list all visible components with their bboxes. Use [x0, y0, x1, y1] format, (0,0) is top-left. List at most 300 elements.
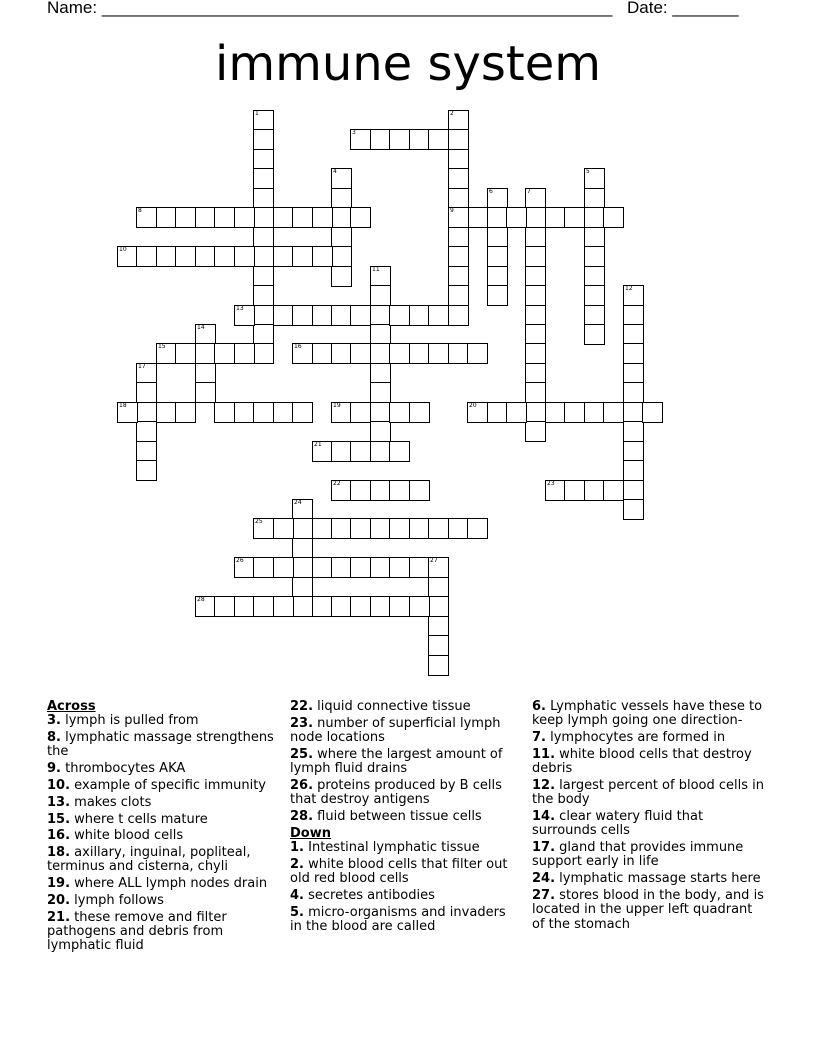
- clue-text: proteins produced by B cells that destroy antigens: [290, 777, 502, 808]
- grid-cell[interactable]: [448, 285, 469, 306]
- clue: [290, 841, 510, 855]
- clue-text: lymphatic massage strengthens the: [47, 730, 274, 760]
- grid-cell[interactable]: [409, 129, 430, 150]
- grid-cell[interactable]: [370, 363, 391, 384]
- clue-text: these remove and filter pathogens and debris from lymphatic fluid: [47, 909, 227, 954]
- clue-text: where t cells mature: [74, 811, 208, 827]
- page-title: immune system: [214, 36, 601, 92]
- grid-cell[interactable]: [448, 149, 469, 170]
- grid-cell[interactable]: [253, 129, 274, 150]
- grid-cell[interactable]: [428, 129, 449, 150]
- grid-cell[interactable]: [331, 305, 352, 326]
- grid-cell[interactable]: [623, 499, 644, 520]
- date-label: Date: _______: [627, 0, 739, 17]
- grid-cell[interactable]: [564, 207, 585, 228]
- clue-number: 19: [333, 402, 341, 409]
- grid-cell[interactable]: [487, 246, 508, 267]
- grid-cell[interactable]: [525, 188, 546, 209]
- grid-cell[interactable]: [467, 343, 488, 364]
- grid-cell[interactable]: [175, 207, 196, 228]
- grid-cell[interactable]: [331, 207, 352, 228]
- grid-cell[interactable]: [370, 421, 391, 442]
- grid-cell[interactable]: [603, 402, 624, 423]
- grid-cell[interactable]: [195, 363, 216, 384]
- grid-cell[interactable]: [136, 421, 157, 442]
- grid-cell[interactable]: [214, 343, 235, 364]
- grid-cell[interactable]: [370, 480, 391, 501]
- grid-cell[interactable]: [428, 305, 449, 326]
- grid-cell[interactable]: [525, 207, 546, 228]
- grid-cell[interactable]: [350, 343, 371, 364]
- grid-cell[interactable]: [214, 596, 235, 617]
- grid-cell[interactable]: [195, 382, 216, 403]
- grid-cell[interactable]: [350, 129, 371, 150]
- grid-cell[interactable]: [156, 402, 177, 423]
- clue-text: clear watery fluid that surrounds cells: [532, 809, 704, 839]
- clue-text: number of superficial lymph node locations: [290, 715, 501, 746]
- grid-cell[interactable]: [136, 460, 157, 481]
- clue-text: Intestinal lymphatic tissue: [308, 840, 480, 856]
- across-heading: Across: [47, 699, 96, 714]
- clue-text: where ALL lymph nodes drain: [74, 876, 268, 892]
- date-line[interactable]: _______: [672, 0, 739, 17]
- grid-cell[interactable]: [273, 596, 294, 617]
- grid-cell[interactable]: [156, 246, 177, 267]
- clue-number: 6: [489, 188, 493, 195]
- grid-cell[interactable]: [253, 168, 274, 189]
- grid-cell[interactable]: [214, 207, 235, 228]
- grid-cell[interactable]: [584, 402, 605, 423]
- clue-number: 7: [527, 188, 531, 195]
- grid-cell[interactable]: [389, 305, 410, 326]
- grid-cell[interactable]: [409, 557, 430, 578]
- grid-cell[interactable]: [389, 480, 410, 501]
- clue-number: 14: [197, 324, 205, 331]
- grid-cell[interactable]: [253, 246, 274, 267]
- grid-cell[interactable]: [273, 402, 294, 423]
- clue-number-label: 13.: [47, 794, 71, 810]
- clue-number: 12: [625, 285, 633, 292]
- grid-cell[interactable]: [253, 149, 274, 170]
- grid-cell[interactable]: [136, 363, 157, 384]
- grid-cell[interactable]: [350, 596, 371, 617]
- grid-cell[interactable]: [623, 324, 644, 345]
- grid-cell[interactable]: [525, 343, 546, 364]
- grid-cell[interactable]: [467, 518, 488, 539]
- grid-cell[interactable]: [448, 227, 469, 248]
- grid-cell[interactable]: [448, 343, 469, 364]
- grid-cell[interactable]: [428, 655, 449, 676]
- clue: [47, 894, 275, 908]
- grid-cell[interactable]: [253, 305, 274, 326]
- grid-cell[interactable]: [273, 557, 294, 578]
- clue-number-label: 5.: [290, 904, 304, 920]
- grid-cell[interactable]: [156, 207, 177, 228]
- clue-number: 25: [255, 518, 263, 525]
- grid-cell[interactable]: [136, 402, 157, 423]
- grid-cell[interactable]: [370, 129, 391, 150]
- grid-cell[interactable]: [448, 266, 469, 287]
- clue: [532, 731, 764, 745]
- clue-number-label: 28.: [290, 809, 314, 825]
- clue: [532, 700, 764, 729]
- grid-cell[interactable]: [331, 188, 352, 209]
- grid-cell[interactable]: [253, 207, 274, 228]
- grid-cell[interactable]: [623, 363, 644, 384]
- grid-cell[interactable]: [331, 266, 352, 287]
- grid-cell[interactable]: [292, 246, 313, 267]
- grid-cell[interactable]: [253, 324, 274, 345]
- clue-number-label: 21.: [47, 909, 71, 925]
- grid-cell[interactable]: [448, 188, 469, 209]
- clue-number-label: 9.: [47, 761, 61, 777]
- grid-cell[interactable]: [136, 207, 157, 228]
- clue: [47, 911, 275, 954]
- grid-cell[interactable]: [292, 305, 313, 326]
- clue-number: 11: [372, 266, 380, 273]
- grid-cell[interactable]: [564, 402, 585, 423]
- grid-cell[interactable]: [175, 402, 196, 423]
- clue: [290, 700, 510, 714]
- clue: [47, 731, 275, 760]
- clue-number-label: 25.: [290, 746, 314, 762]
- grid-cell[interactable]: [195, 596, 216, 617]
- clue: [290, 858, 510, 887]
- grid-cell[interactable]: [389, 402, 410, 423]
- grid-cell[interactable]: [370, 596, 391, 617]
- grid-cell[interactable]: [623, 441, 644, 462]
- grid-cell[interactable]: [428, 557, 449, 578]
- grid-cell[interactable]: [292, 538, 313, 559]
- grid-cell[interactable]: [428, 343, 449, 364]
- grid-cell[interactable]: [331, 246, 352, 267]
- clue-number: 18: [119, 402, 127, 409]
- clue-text: gland that provides immune support early in life: [532, 840, 744, 870]
- clue: [532, 779, 764, 808]
- grid-cell[interactable]: [545, 480, 566, 501]
- grid-cell[interactable]: [331, 518, 352, 539]
- clue-text: where the largest amount of lymph fluid drains: [290, 746, 503, 777]
- clue-number-label: 10.: [47, 777, 71, 793]
- grid-cell[interactable]: [487, 227, 508, 248]
- grid-cell[interactable]: [389, 441, 410, 462]
- grid-cell[interactable]: [273, 518, 294, 539]
- grid-cell[interactable]: [312, 596, 333, 617]
- clue: [47, 779, 275, 793]
- grid-cell[interactable]: [584, 188, 605, 209]
- grid-cell[interactable]: [253, 188, 274, 209]
- grid-cell[interactable]: [409, 596, 430, 617]
- clue-number: 16: [294, 343, 302, 350]
- grid-cell[interactable]: [409, 480, 430, 501]
- grid-cell[interactable]: [487, 266, 508, 287]
- clue-number-label: 23.: [290, 715, 314, 731]
- grid-cell[interactable]: [525, 305, 546, 326]
- name-line[interactable]: ______________________________________________________: [101, 0, 613, 17]
- grid-cell[interactable]: [331, 227, 352, 248]
- clue-number: 21: [314, 441, 322, 448]
- grid-cell[interactable]: [370, 266, 391, 287]
- grid-cell[interactable]: [448, 129, 469, 150]
- grid-cell[interactable]: [195, 324, 216, 345]
- grid-cell[interactable]: [389, 129, 410, 150]
- grid-cell[interactable]: [214, 402, 235, 423]
- clue-number-label: 6.: [532, 699, 546, 714]
- clue-text: lymphocytes are formed in: [550, 730, 726, 746]
- grid-cell[interactable]: [331, 343, 352, 364]
- grid-cell[interactable]: [603, 207, 624, 228]
- grid-cell[interactable]: [350, 480, 371, 501]
- grid-cell[interactable]: [487, 402, 508, 423]
- grid-cell[interactable]: [292, 207, 313, 228]
- grid-cell[interactable]: [584, 305, 605, 326]
- grid-cell[interactable]: [409, 305, 430, 326]
- grid-cell[interactable]: [448, 110, 469, 131]
- grid-cell[interactable]: [389, 518, 410, 539]
- clue-number: 22: [333, 480, 341, 487]
- grid-cell[interactable]: [156, 343, 177, 364]
- grid-cell[interactable]: [175, 246, 196, 267]
- grid-cell[interactable]: [273, 207, 294, 228]
- grid-cell[interactable]: [525, 402, 546, 423]
- clue-number-label: 4.: [290, 888, 304, 904]
- grid-cell[interactable]: [467, 402, 488, 423]
- grid-cell[interactable]: [525, 421, 546, 442]
- clue-number: 9: [450, 207, 454, 214]
- clue-number-label: 16.: [47, 828, 71, 844]
- clue: [47, 813, 275, 827]
- grid-cell[interactable]: [253, 557, 274, 578]
- clue-number-label: 8.: [47, 730, 61, 746]
- grid-cell[interactable]: [623, 382, 644, 403]
- grid-cell[interactable]: [564, 480, 585, 501]
- grid-cell[interactable]: [117, 246, 138, 267]
- grid-cell[interactable]: [312, 207, 333, 228]
- clue-number: 2: [450, 110, 454, 117]
- grid-cell[interactable]: [234, 207, 255, 228]
- grid-cell[interactable]: [331, 596, 352, 617]
- grid-cell[interactable]: [370, 285, 391, 306]
- grid-cell[interactable]: [545, 207, 566, 228]
- grid-cell[interactable]: [487, 188, 508, 209]
- grid-cell[interactable]: [428, 616, 449, 637]
- grid-cell[interactable]: [195, 207, 216, 228]
- clue-number: 26: [236, 557, 244, 564]
- grid-cell[interactable]: [487, 285, 508, 306]
- grid-cell[interactable]: [409, 402, 430, 423]
- clue-number: 1: [255, 110, 259, 117]
- clue: [47, 714, 275, 728]
- grid-cell[interactable]: [525, 266, 546, 287]
- grid-cell[interactable]: [350, 402, 371, 423]
- grid-cell[interactable]: [448, 168, 469, 189]
- grid-cell[interactable]: [623, 343, 644, 364]
- grid-cell[interactable]: [603, 480, 624, 501]
- grid-cell[interactable]: [350, 305, 371, 326]
- grid-cell[interactable]: [331, 168, 352, 189]
- clue-text: white blood cells that destroy debris: [532, 746, 752, 777]
- grid-cell[interactable]: [370, 402, 391, 423]
- clue: [290, 889, 510, 903]
- grid-cell[interactable]: [370, 324, 391, 345]
- grid-cell[interactable]: [312, 305, 333, 326]
- grid-cell[interactable]: [136, 246, 157, 267]
- grid-cell[interactable]: [350, 518, 371, 539]
- clue-text: white blood cells that filter out old red blood cells: [290, 856, 508, 887]
- grid-cell[interactable]: [253, 596, 274, 617]
- grid-cell[interactable]: [584, 207, 605, 228]
- grid-cell[interactable]: [195, 343, 216, 364]
- grid-cell[interactable]: [370, 305, 391, 326]
- grid-cell[interactable]: [350, 557, 371, 578]
- grid-cell[interactable]: [623, 480, 644, 501]
- grid-cell[interactable]: [312, 246, 333, 267]
- grid-cell[interactable]: [428, 635, 449, 656]
- grid-cell[interactable]: [370, 557, 391, 578]
- grid-cell[interactable]: [273, 246, 294, 267]
- clue-text: axillary, inguinal, popliteal, terminus and cisterna, chyli: [47, 845, 251, 875]
- grid-cell[interactable]: [642, 402, 663, 423]
- grid-cell[interactable]: [214, 246, 235, 267]
- grid-cell[interactable]: [448, 305, 469, 326]
- clue: [532, 748, 764, 777]
- grid-cell[interactable]: [584, 227, 605, 248]
- clue-number-label: 14.: [532, 809, 556, 825]
- grid-cell[interactable]: [525, 246, 546, 267]
- grid-cell[interactable]: [195, 246, 216, 267]
- clues-column-middle: [290, 700, 510, 937]
- clue-number-label: 24.: [532, 871, 556, 887]
- grid-cell[interactable]: [331, 402, 352, 423]
- grid-cell[interactable]: [253, 518, 274, 539]
- clue: [47, 829, 275, 843]
- clue-number-label: 3.: [47, 713, 61, 729]
- grid-cell[interactable]: [234, 246, 255, 267]
- grid-cell[interactable]: [545, 402, 566, 423]
- clue: [290, 906, 510, 935]
- grid-cell[interactable]: [623, 460, 644, 481]
- grid-cell[interactable]: [175, 343, 196, 364]
- grid-cell[interactable]: [623, 305, 644, 326]
- grid-cell[interactable]: [409, 518, 430, 539]
- clue: [47, 877, 275, 891]
- grid-cell[interactable]: [331, 480, 352, 501]
- grid-cell[interactable]: [409, 343, 430, 364]
- clue-text: Lymphatic vessels have these to keep lymph going one direction-: [532, 699, 763, 729]
- grid-cell[interactable]: [389, 343, 410, 364]
- clue-text: largest percent of blood cells in the body: [532, 777, 764, 808]
- grid-cell[interactable]: [253, 343, 274, 364]
- clue-number: 15: [158, 343, 166, 350]
- grid-cell[interactable]: [312, 518, 333, 539]
- grid-cell[interactable]: [584, 266, 605, 287]
- grid-cell[interactable]: [584, 246, 605, 267]
- grid-cell[interactable]: [525, 363, 546, 384]
- grid-cell[interactable]: [312, 441, 333, 462]
- grid-cell[interactable]: [525, 227, 546, 248]
- grid-cell[interactable]: [389, 557, 410, 578]
- clue-number-label: 26.: [290, 777, 314, 793]
- grid-cell[interactable]: [136, 382, 157, 403]
- clue: [290, 779, 510, 808]
- grid-cell[interactable]: [584, 285, 605, 306]
- grid-cell[interactable]: [273, 305, 294, 326]
- grid-cell[interactable]: [623, 421, 644, 442]
- grid-cell[interactable]: [448, 518, 469, 539]
- clue-number-label: 12.: [532, 777, 556, 793]
- grid-cell[interactable]: [448, 246, 469, 267]
- grid-cell[interactable]: [234, 343, 255, 364]
- grid-cell[interactable]: [389, 596, 410, 617]
- grid-cell[interactable]: [292, 343, 313, 364]
- grid-cell[interactable]: [584, 480, 605, 501]
- grid-cell[interactable]: [370, 343, 391, 364]
- grid-cell[interactable]: [292, 557, 313, 578]
- grid-cell[interactable]: [234, 305, 255, 326]
- grid-cell[interactable]: [350, 207, 371, 228]
- grid-cell[interactable]: [117, 402, 138, 423]
- grid-cell[interactable]: [370, 518, 391, 539]
- grid-cell[interactable]: [312, 557, 333, 578]
- grid-cell[interactable]: [136, 441, 157, 462]
- grid-cell[interactable]: [234, 596, 255, 617]
- grid-cell[interactable]: [292, 577, 313, 598]
- grid-cell[interactable]: [292, 596, 313, 617]
- grid-cell[interactable]: [448, 207, 469, 228]
- grid-cell[interactable]: [234, 402, 255, 423]
- clue-number: 3: [352, 129, 356, 136]
- grid-cell[interactable]: [253, 266, 274, 287]
- grid-cell[interactable]: [292, 518, 313, 539]
- clue-number-label: 22.: [290, 699, 314, 714]
- clue-number-label: 17.: [532, 840, 556, 856]
- grid-cell[interactable]: [623, 285, 644, 306]
- grid-cell[interactable]: [253, 285, 274, 306]
- grid-cell[interactable]: [370, 382, 391, 403]
- grid-cell[interactable]: [331, 441, 352, 462]
- grid-cell[interactable]: [428, 518, 449, 539]
- grid-cell[interactable]: [370, 441, 391, 462]
- grid-cell[interactable]: [467, 207, 488, 228]
- clue-number: 4: [333, 168, 337, 175]
- grid-cell[interactable]: [312, 343, 333, 364]
- grid-cell[interactable]: [253, 110, 274, 131]
- grid-cell[interactable]: [487, 207, 508, 228]
- grid-cell[interactable]: [506, 207, 527, 228]
- grid-cell[interactable]: [428, 596, 449, 617]
- grid-cell[interactable]: [428, 577, 449, 598]
- grid-cell[interactable]: [234, 557, 255, 578]
- grid-cell[interactable]: [253, 402, 274, 423]
- clue-number: 24: [294, 499, 302, 506]
- grid-cell[interactable]: [623, 402, 644, 423]
- clue-number: 23: [547, 480, 555, 487]
- clue-number-label: 19.: [47, 876, 71, 892]
- grid-cell[interactable]: [253, 227, 274, 248]
- clue-text: fluid between tissue cells: [317, 809, 482, 825]
- grid-cell[interactable]: [292, 499, 313, 520]
- grid-cell[interactable]: [292, 402, 313, 423]
- grid-cell[interactable]: [584, 168, 605, 189]
- grid-cell[interactable]: [525, 324, 546, 345]
- grid-cell[interactable]: [506, 402, 527, 423]
- clue-text: lymph is pulled from: [65, 713, 199, 729]
- grid-cell[interactable]: [525, 382, 546, 403]
- grid-cell[interactable]: [331, 557, 352, 578]
- grid-cell[interactable]: [584, 324, 605, 345]
- grid-cell[interactable]: [350, 441, 371, 462]
- grid-cell[interactable]: [525, 285, 546, 306]
